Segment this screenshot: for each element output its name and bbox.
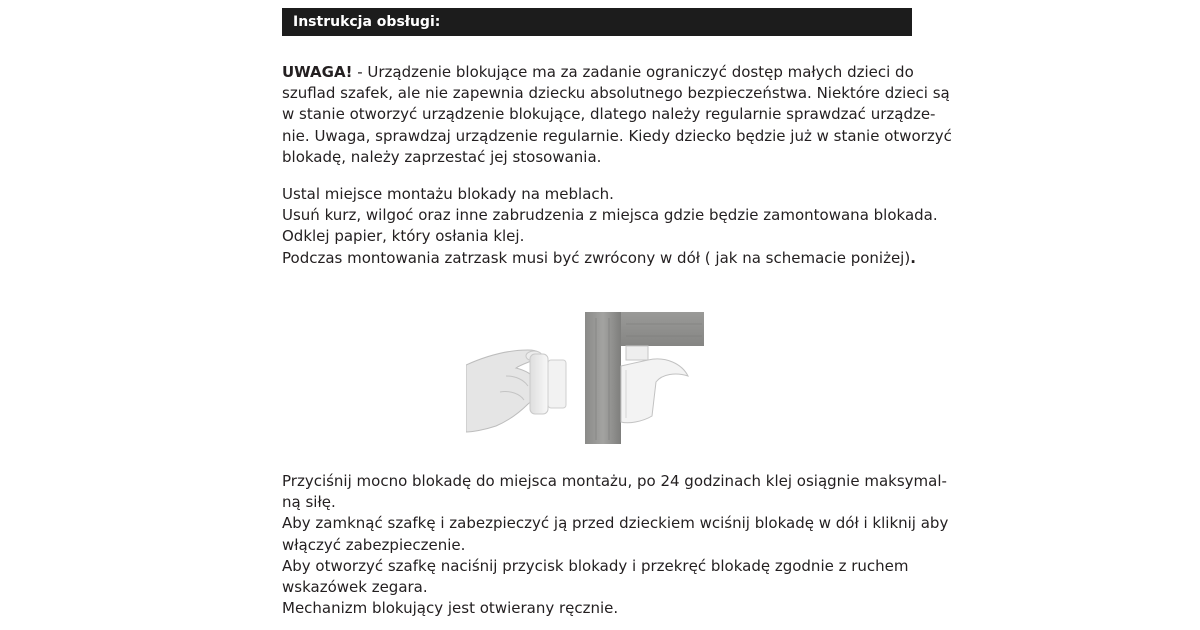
mounting-line: Ustal miejsce montażu blokady na meblach.	[282, 185, 614, 203]
usage-line: Mechanizm blokujący jest otwierany ręcznie.	[282, 599, 619, 618]
mounting-line: Odklej papier, który osłania klej.	[282, 227, 525, 246]
warning-line: w stanie otworzyć urządzenie blokujące, dlatego należy regularnie sprawdzać urządze-	[282, 105, 936, 124]
usage-line: ną siłę.	[282, 493, 336, 512]
usage-line: Przyciśnij mocno blokadę do miejsca montażu, po 24 godzinach klej osiągnie maksymal-	[282, 472, 947, 490]
usage-paragraph	[282, 471, 949, 619]
warning-line: blokadę, należy zaprzestać jej stosowania.	[282, 147, 602, 166]
cabinet-door-board	[585, 312, 621, 444]
usage-line: Aby otworzyć szafkę naciśnij przycisk blokady i przekręć blokadę zgodnie z ruchem	[282, 556, 909, 575]
mounting-paragraph	[282, 184, 938, 269]
warning-paragraph	[282, 62, 952, 168]
warning-line	[282, 62, 922, 83]
lock-latch-illustration	[621, 346, 688, 423]
mounting-last-line-end: .	[910, 248, 916, 267]
warning-line: szuflad szafek, ale nie zapewnia dziecku absolutnego bezpieczeństwa. Niektóre dzieci są	[282, 84, 950, 103]
warning-line: nie. Uwaga, sprawdzaj urządzenie regularnie. Kiedy dziecko będzie już w stanie otworzyć	[282, 126, 952, 145]
instructions-title: Instrukcja obsługi:	[293, 14, 441, 30]
usage-line: włączyć zabezpieczenie.	[282, 535, 466, 554]
mounting-diagram	[466, 310, 704, 446]
mounting-last-line: Podczas montowania zatrzask musi być zwrócony w dół ( jak na schemacie poniżej)	[282, 248, 911, 267]
cabinet-shelf-board	[621, 312, 704, 346]
usage-line: wskazówek zegara.	[282, 578, 428, 597]
magnetic-key-illustration	[530, 354, 566, 414]
mounting-line: Usuń kurz, wilgoć oraz inne zabrudzenia z miejsca gdzie będzie zamontowana blokada.	[282, 206, 938, 225]
usage-line: Aby zamknąć szafkę i zabezpieczyć ją przed dzieckiem wciśnij blokadę w dół i kliknij aby	[282, 514, 949, 533]
mounting-line	[282, 248, 922, 269]
warning-line-rest: - Urządzenie blokujące ma za zadanie ograniczyć dostęp małych dzieci do	[352, 63, 914, 81]
instructions-header	[282, 8, 912, 36]
warning-label: UWAGA!	[282, 63, 353, 81]
